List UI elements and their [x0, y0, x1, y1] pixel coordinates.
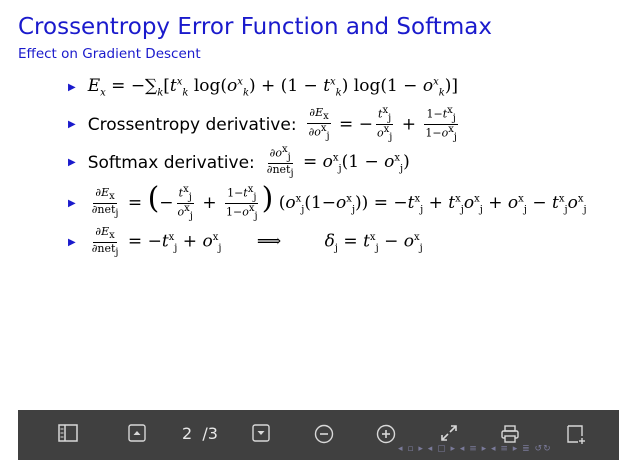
sidebar-icon [58, 424, 78, 442]
page-up-icon [128, 424, 146, 442]
item-label: Softmax derivative: [87, 152, 255, 173]
formula-softmax-derivative: $\frac{\partial o^x_j}{\partial net_j}$ = $o^x_j(1 - o^x_j)$ [266, 144, 410, 180]
bullet-item-chain-rule [68, 181, 587, 222]
bullet-icon: ▶ [68, 81, 76, 93]
bullet-item-error-function [68, 76, 458, 98]
zoom-in-button[interactable] [376, 424, 396, 444]
formula-chain-rule: $\frac{\partial E_x}{\partial net_j}$ = (− $\frac{t^x_j}{o^x_j}$ + $\frac{1-t^x_j}{1-o^x_j}$ ) $(o^x_j(1-o^x_j)) = -t^x_j + t^x_jo^x_j + o^x_j - t^x_jo^x_j$ [91, 181, 587, 222]
formula-crossentropy-derivative: $\frac{\partial E_x}{\partial o^x_j}$ = − $\frac{t^x_j}{o^x_j}$ + $\frac{1-t^x_j}{1-o^x_j}$ [308, 105, 457, 144]
print-button[interactable] [500, 424, 520, 444]
bullet-icon: ▶ [68, 157, 76, 169]
bullet-item-crossentropy-derivative [68, 106, 461, 144]
beamer-navigation-symbols[interactable]: ◂ ▫ ▸ ◂ ▢ ▸ ◂ ≡ ▸ ◂ ≡ ▸ ≣ ↺↻ [398, 444, 552, 454]
item-label: Crossentropy derivative: [87, 114, 297, 135]
page-down-icon [252, 424, 270, 442]
zoom-out-icon [314, 424, 334, 444]
zoom-out-button[interactable] [314, 424, 334, 444]
page-indicator [182, 424, 218, 443]
previous-page-button[interactable] [128, 424, 146, 442]
expand-icon [440, 424, 458, 442]
page-separator: / [202, 424, 208, 443]
sidebar-toggle-button[interactable] [58, 424, 78, 442]
current-page-number[interactable]: 2 [182, 424, 193, 443]
bullet-icon: ▶ [68, 236, 76, 248]
bookmark-button[interactable] [566, 424, 586, 444]
zoom-in-icon [376, 424, 396, 444]
bullet-item-delta [68, 226, 423, 258]
bullet-item-softmax-derivative [68, 145, 410, 180]
printer-icon [500, 424, 520, 444]
bullet-icon: ▶ [68, 197, 76, 209]
total-pages: 3 [207, 424, 218, 443]
next-page-button[interactable] [252, 424, 270, 442]
slide-title: Crossentropy Error Function and Softmax [18, 14, 492, 40]
fullscreen-button[interactable] [440, 424, 458, 442]
add-page-icon [566, 424, 586, 444]
bullet-icon: ▶ [68, 119, 76, 131]
formula-error-function: $E_x = -\sum_k[t^x_k$ $\log(o^x_k) + (1 - t^x_k) \log(1 - o^x_k)$] [87, 76, 459, 99]
slide-subtitle: Effect on Gradient Descent [18, 46, 201, 62]
formula-delta: $\frac{\partial E_x}{\partial net_j}$ = $-t^x_j + o^x_j$ ⟹ $\delta_j = t^x_j - o^x_j$ [91, 225, 423, 258]
